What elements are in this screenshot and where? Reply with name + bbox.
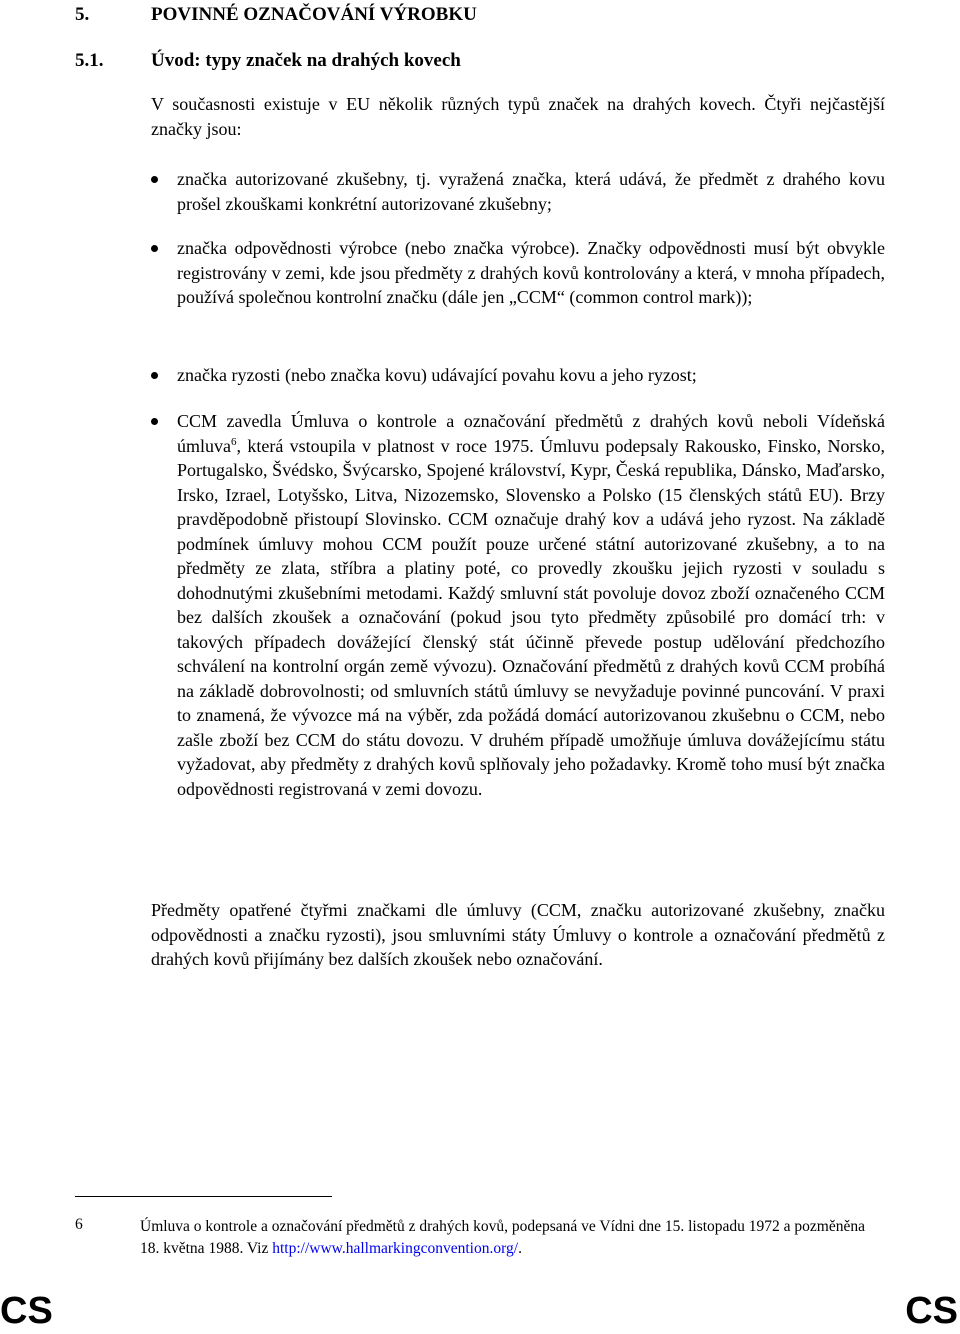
closing-paragraph: Předměty opatřené čtyřmi značkami dle úmluvy (CCM, značku autorizované zkušebny, značku odpovědnosti a značku ryzosti), jsou smluvními státy Úmluvy o kontrole a označování předmětů z drahých kovů přijímány bez dalších zkoušek nebo označování.	[151, 900, 885, 969]
footnote-end: .	[518, 1240, 522, 1257]
bullet-item-ccm	[177, 409, 885, 801]
footnote-ref[interactable]: 6	[231, 435, 237, 448]
subsection-title: Úvod: typy značek na drahých kovech	[151, 50, 461, 71]
footnote-number: 6	[75, 1216, 83, 1233]
bullet-dot	[151, 245, 158, 252]
footnote-text-block	[140, 1216, 888, 1260]
bullet-item: značka odpovědnosti výrobce (nebo značka výrobce). Značky odpovědnosti musí být obvykle registrovány v zemi, kde jsou předměty z drahých kovů kontrolovány a která, v mnoha případech, používá společnou kontrolní značku (dále jen „CCM“ (common control mark));	[177, 238, 885, 307]
bullet-item: značka ryzosti (nebo značka kovu) udávající povahu kovu a jeho ryzost;	[177, 365, 697, 385]
bullet-dot	[151, 176, 158, 183]
subsection-number: 5.1.	[75, 50, 104, 71]
footnote-link[interactable]: http://www.hallmarkingconvention.org/	[272, 1240, 519, 1257]
intro-paragraph: V současnosti existuje v EU několik různých typů značek na drahých kovech. Čtyři nejčastější značky jsou:	[151, 94, 885, 139]
section-title: POVINNÉ OZNAČOVÁNÍ VÝROBKU	[151, 4, 477, 25]
bullet-item: značka autorizované zkušebny, tj. vyražená značka, která udává, že předmět z drahého kovu prošel zkouškami konkrétní autorizované zkušebny;	[177, 169, 885, 214]
bullet-text: , která vstoupila v platnost v roce 1975. Úmluvu podepsaly Rakousko, Finsko, Norsko, Portugalsko, Švédsko, Švýcarsko, Spojené království, Kypr, Česká republika, Dánsko, Maďarsko, Irsko, Izrael, Lotyšsko, Litva, Nizozemsko, Slovensko a Polsko (15 členských států EU). Brzy pravděpodobně přistoupí Slovinsko. CCM označuje drahý kov a udává jeho ryzost. Na základě podmínek úmluvy mohou CCM použít pouze určené státní autorizované zkušebny, a to na předměty ze zlata, stříbra a platiny poté, co provedly zkoušku jejich ryzosti v souladu s dohodnutými zkušebními metodami. Každý smluvní stát povoluje dovoz zboží označeného CCM bez dalších zkoušek a označování (pokud jsou tyto předměty způsobilé pro domácí trh: v takových případech dovážející členský stát účinně převede postup udělování předchozího schválení na kontrolní orgán země vývozu). Označování předmětů z drahých kovů CCM probíhá na základě dobrovolnosti; od smluvních států úmluvy se nevyžaduje povinné puncování. V praxi to znamená, že vývozce má na výběr, zda požádá domácí autorizovanou zkušebnu o CCM, nebo zašle zboží bez CCM do státu dovozu. V druhém případě umožňuje úmluva dovážejícímu státu vyžadovat, aby předměty z drahých kovů splňovaly jeho požadavky. Kromě toho musí být značka odpovědnosti registrovaná v zemi dovozu.	[177, 435, 885, 799]
bullet-text: CCM zavedla Úmluva o kontrole a označování předmětů z drahých kovů neboli Vídeňská úmluva	[177, 411, 885, 456]
bullet-dot	[151, 372, 158, 379]
language-code-left: CS	[0, 1290, 53, 1332]
section-number: 5.	[75, 4, 90, 25]
footnote-text: Úmluva o kontrole a označování předmětů z drahých kovů, podepsaná ve Vídni dne 15. listopadu 1972 a pozměněna 18. května 1988. Viz	[140, 1218, 865, 1257]
bullet-dot	[151, 418, 158, 425]
footnote-separator	[75, 1196, 332, 1197]
language-code-right: CS	[905, 1290, 958, 1332]
